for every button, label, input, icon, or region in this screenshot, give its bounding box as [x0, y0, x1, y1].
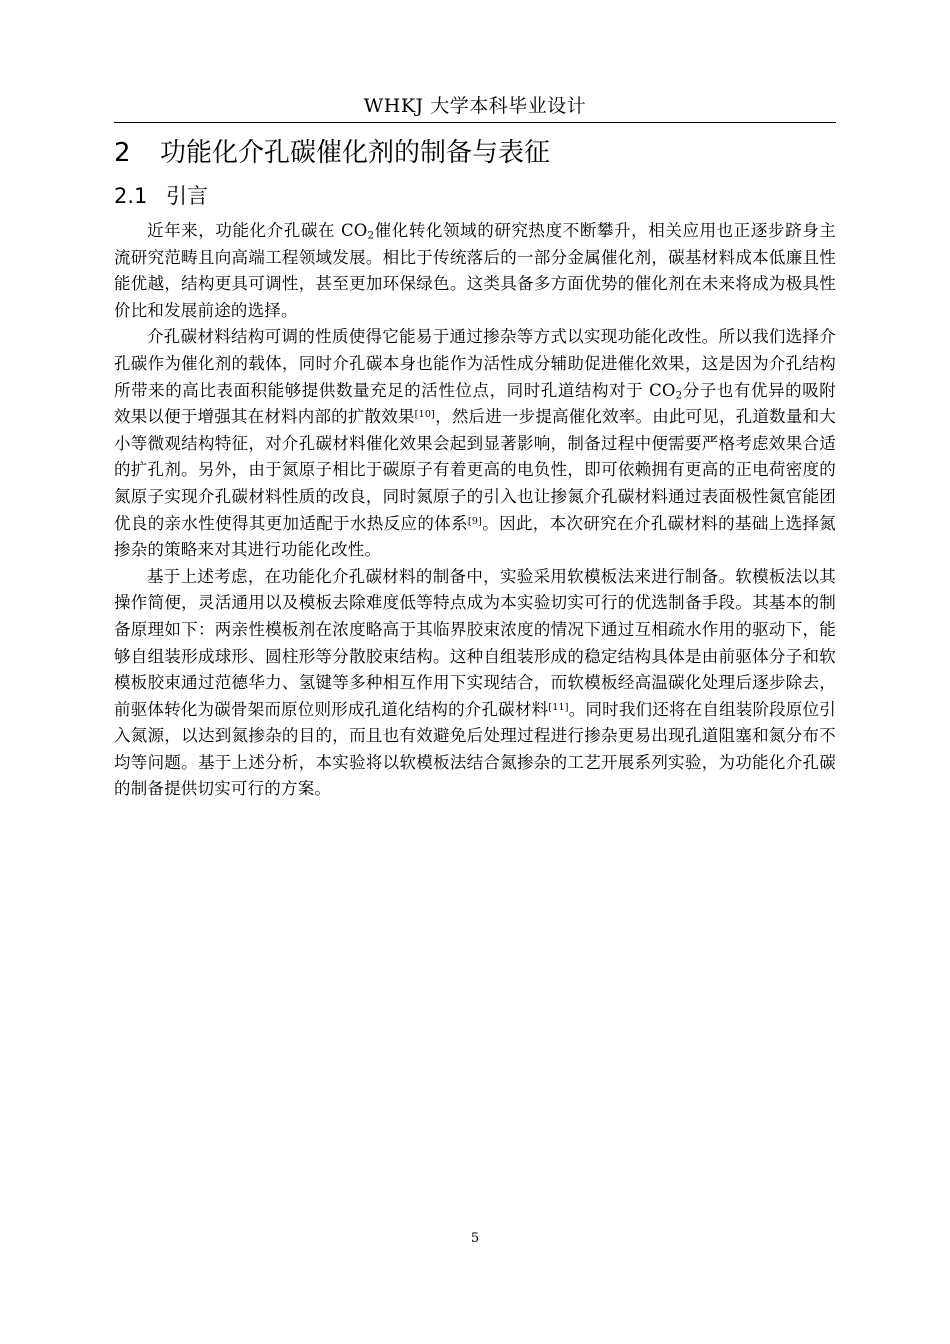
chapter-heading	[114, 136, 836, 170]
paragraph-text: ，然后进一步提高催化效率。由此可见，孔道数量和大小等微观结构特征，对介孔碳材料催化效果会起到显著影响，制备过程中便需要严格考虑效果合适的扩孔剂。另外，由于氮原子相比于碳原子有着更高的电负性，即可依赖拥有更高的正电荷密度的氮原子实现介孔碳材料性质的改良，同时氮原子的引入也让掺氮介孔碳材料通过表面极性氮官能团优良的亲水性使得其更加适配于水热反应的体系	[114, 407, 836, 533]
subscript: 2	[367, 230, 375, 242]
chapter-number: 2	[114, 138, 131, 168]
body-text	[114, 218, 836, 803]
paragraph-1	[114, 218, 836, 324]
paragraph-text: 。因此，本次研究在介孔碳材料的基础上选择氮掺杂的策略来对其进行功能化改性。	[114, 513, 836, 560]
paragraph-text: 基于上述考虑，在功能化介孔碳材料的制备中，实验采用软模板法来进行制备。软模板法以其操作简便，灵活通用以及模板去除难度低等特点成为本实验切实可行的优选制备手段。其基本的制备原理如下：两亲性模板剂在浓度略高于其临界胶束浓度的情况下通过互相疏水作用的驱动下，能够自组装形成球形、圆柱形等分散胶束结构。这种自组装形成的稳定结构具体是由前驱体分子和软模板胶束通过范德华力、氢键等多种相互作用下实现结合，而软模板经高温碳化处理后逐步除去，前驱体转化为碳骨架而原位则形成孔道化结构的介孔碳材料	[114, 566, 836, 719]
page-number: 5	[470, 1231, 480, 1246]
paragraph-text: 催化转化领域的研究热度不断攀升，相关应用也正逐步跻身主流研究范畴且向高端工程领域发展。相比于传统落后的一部分金属催化剂，碳基材料成本低廉且性能优越，结构更具可调性，甚至更加环保绿色。这类具备多方面优势的催化剂在未来将成为极具性价比和发展前途的选择。	[114, 221, 836, 320]
section-number: 2.1	[114, 184, 148, 208]
page-header	[114, 92, 836, 123]
subscript: 2	[675, 390, 683, 402]
paragraph-2	[114, 324, 836, 563]
paragraph-text: 介孔碳材料结构可调的性质使得它能易于通过掺杂等方式以实现功能化改性。所以我们选择介孔碳作为催化剂的载体，同时介孔碳本身也能作为活性成分辅助促进催化效果，这是因为介孔结构所带来的高比表面积能够提供数量充足的活性位点，同时孔道结构对于 CO	[114, 327, 836, 400]
paragraph-text: 近年来，功能化介孔碳在 CO	[147, 221, 368, 240]
citation-ref: [9]	[467, 515, 483, 527]
citation-ref: [11]	[548, 701, 569, 713]
section-heading	[114, 181, 836, 211]
paragraph-3	[114, 564, 836, 803]
header-title: WHKJ 大学本科毕业设计	[363, 95, 587, 117]
paragraph-text: 。同时我们还将在自组装阶段原位引入氮源，以达到氮掺杂的目的，而且也有效避免后处理过程进行掺杂更易出现孔道阻塞和氮分布不均等问题。基于上述分析，本实验将以软模板法结合氮掺杂的工艺开展系列实验，为功能化介孔碳的制备提供切实可行的方案。	[114, 699, 836, 799]
section-title: 引言	[166, 184, 208, 208]
chapter-title: 功能化介孔碳催化剂的制备与表征	[160, 138, 551, 168]
paragraph-text: 分子也有优异的吸附效果以便于增强其在材料内部的扩散效果	[114, 380, 836, 427]
citation-ref: [10]	[414, 408, 436, 420]
